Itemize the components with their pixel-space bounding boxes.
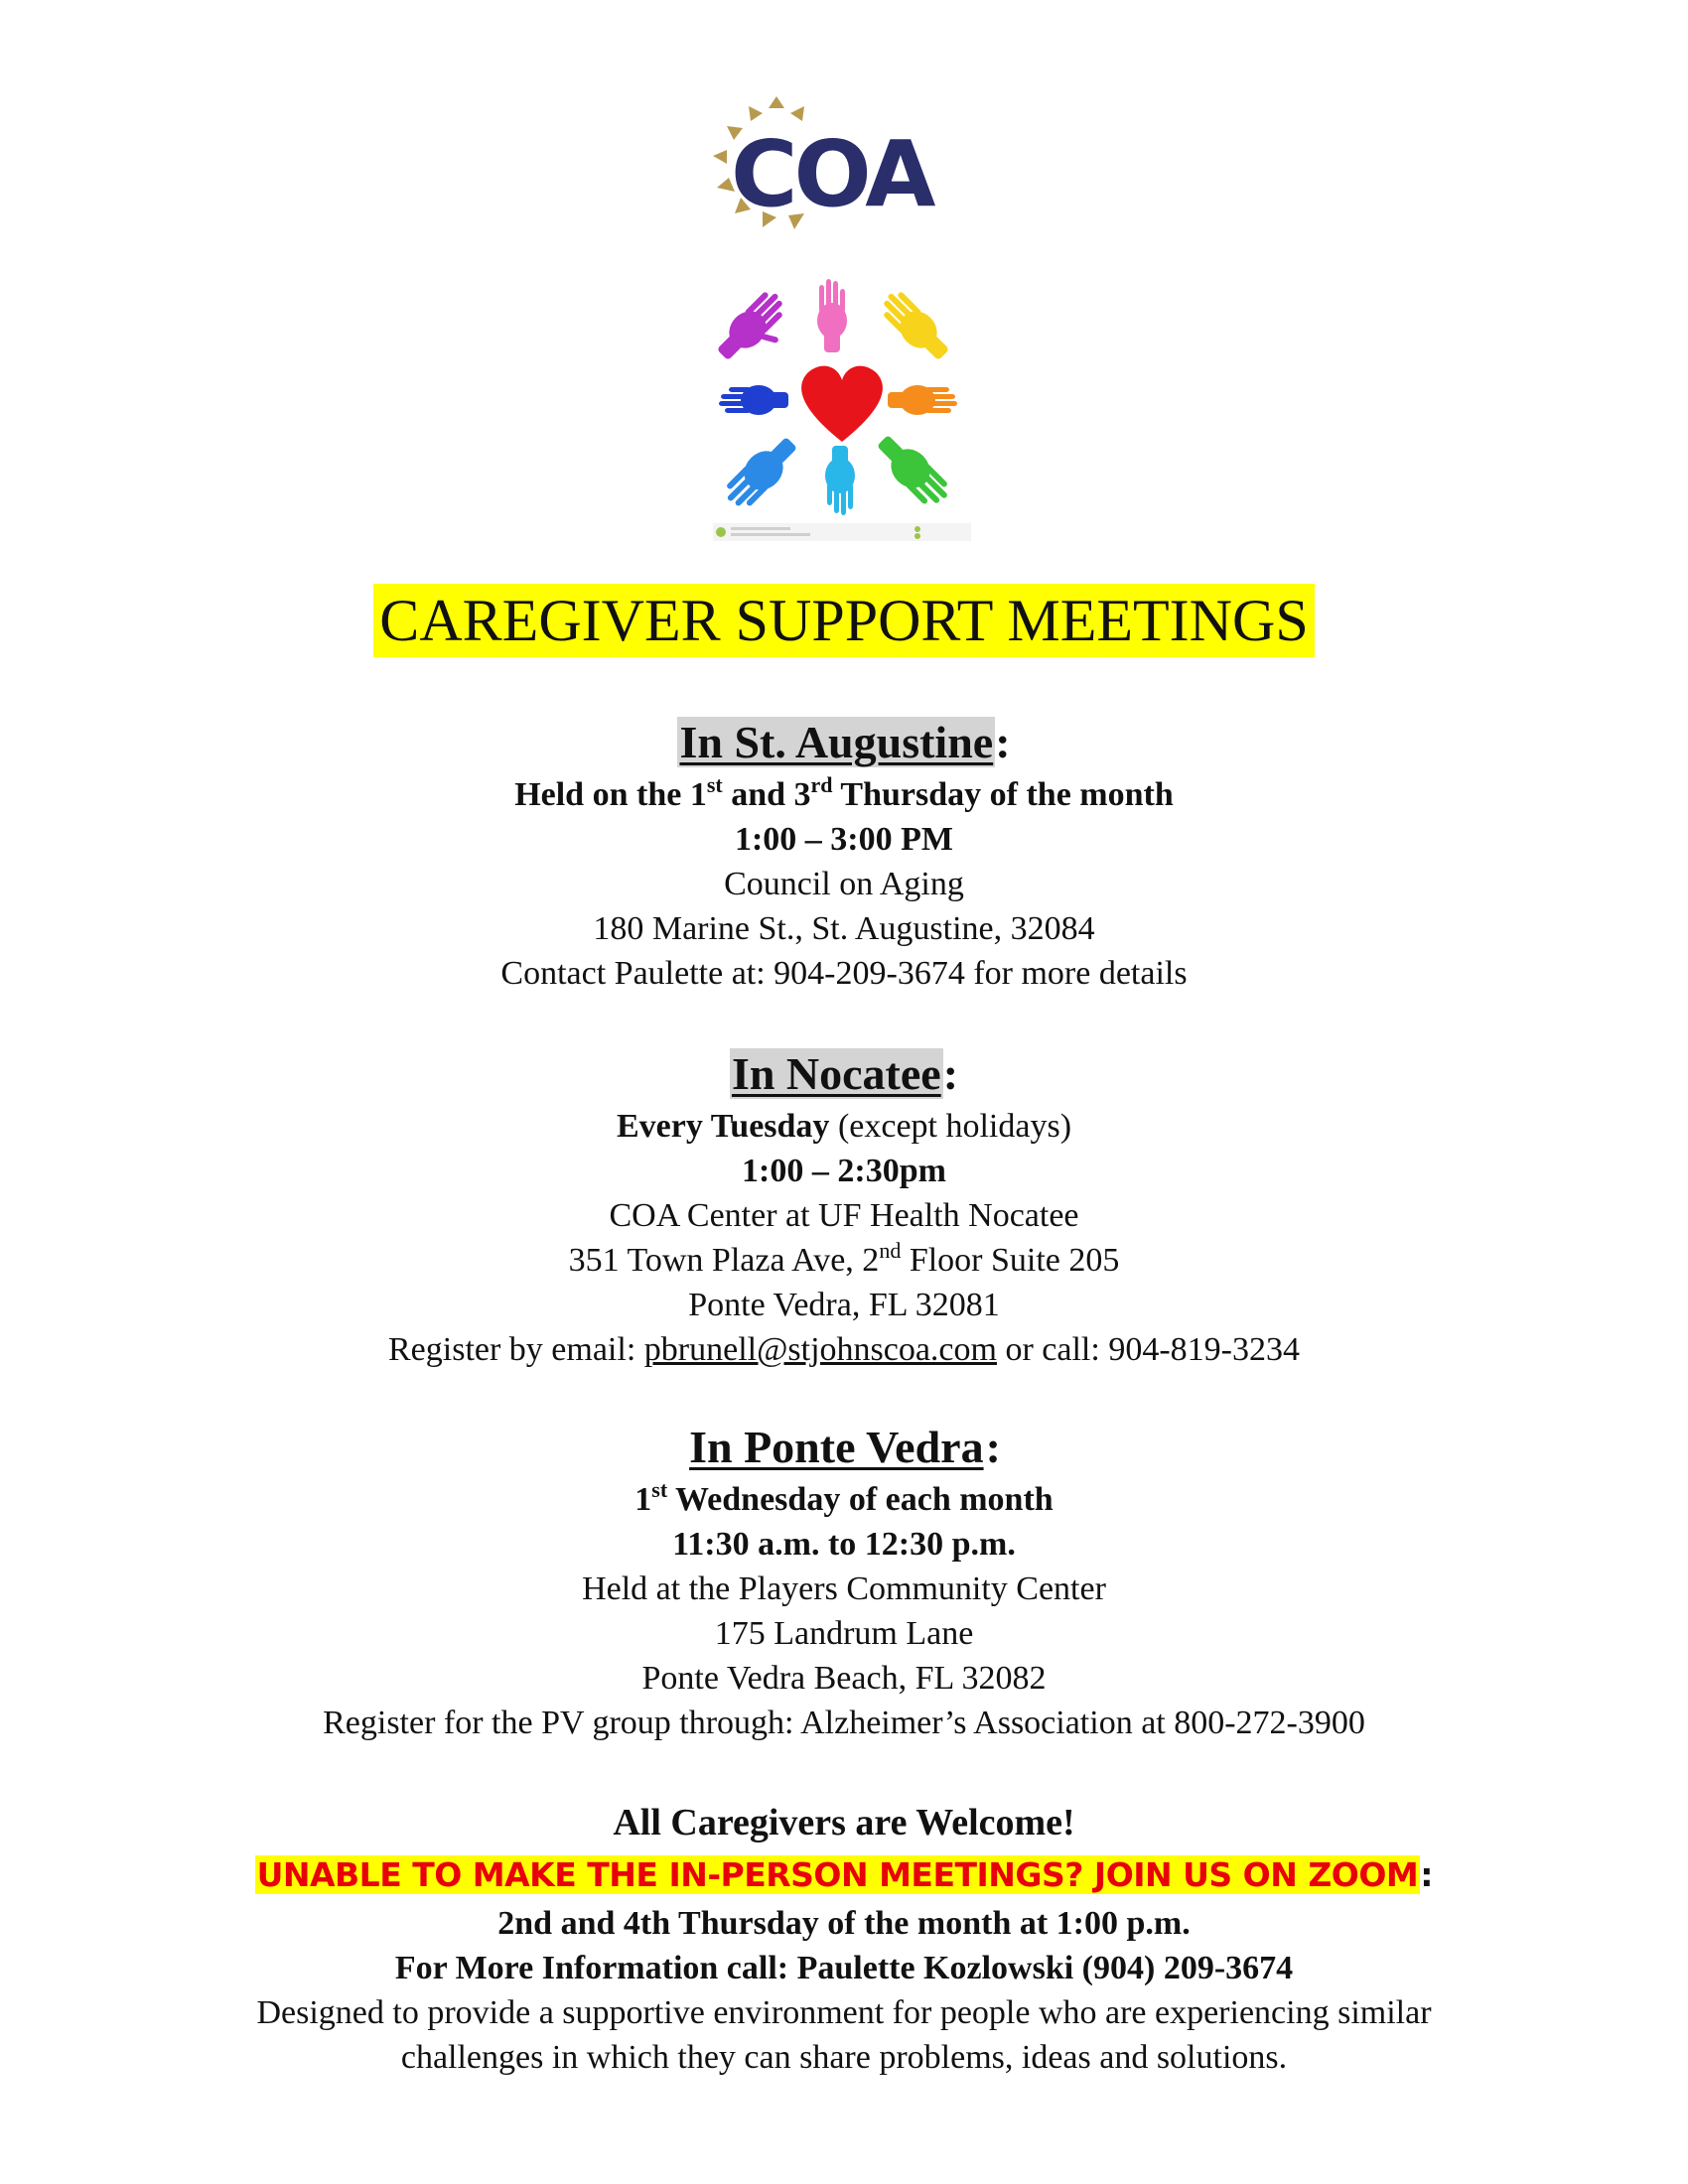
page-title: CAREGIVER SUPPORT MEETINGS bbox=[373, 584, 1314, 657]
ponte-vedra-heading: In Ponte Vedra: bbox=[689, 1422, 1001, 1472]
st-augustine-schedule: Held on the 1st and 3rd Thursday of the month bbox=[514, 772, 1174, 813]
nocatee-schedule: Every Tuesday (except holidays) bbox=[616, 1108, 1072, 1145]
ponte-vedra-schedule: 1st Wednesday of each month bbox=[634, 1477, 1054, 1518]
svg-text:COA: COA bbox=[731, 121, 932, 227]
zoom-banner: UNABLE TO MAKE THE IN-PERSON MEETINGS? JOIN US ON ZOOM bbox=[256, 1855, 1419, 1894]
ponte-vedra-city: Ponte Vedra Beach, FL 32082 bbox=[641, 1660, 1047, 1697]
nocatee-city: Ponte Vedra, FL 32081 bbox=[688, 1287, 1000, 1323]
welcome-text: All Caregivers are Welcome! bbox=[613, 1802, 1075, 1843]
section-ponte-vedra bbox=[0, 1418, 1688, 1745]
ponte-vedra-venue: Held at the Players Community Center bbox=[582, 1570, 1106, 1607]
section-nocatee bbox=[0, 1044, 1688, 1372]
section-st-augustine bbox=[0, 713, 1688, 996]
hands-heart-icon bbox=[713, 273, 971, 541]
zoom-banner-row: UNABLE TO MAKE THE IN-PERSON MEETINGS? JOIN US ON ZOOM: bbox=[256, 1855, 1434, 1894]
info-contact: For More Information call: Paulette Kozlowski (904) 209-3674 bbox=[394, 1950, 1294, 1986]
nocatee-email-link[interactable]: pbrunell@stjohnscoa.com bbox=[643, 1331, 997, 1368]
hands-heart-graphic bbox=[713, 273, 971, 541]
coa-logo bbox=[0, 94, 1688, 233]
title-row bbox=[0, 584, 1688, 657]
nocatee-register: Register by email: pbrunell@stjohnscoa.com or call: 904-819-3234 bbox=[388, 1331, 1300, 1368]
st-augustine-address: 180 Marine St., St. Augustine, 32084 bbox=[593, 910, 1095, 947]
nocatee-time: 1:00 – 2:30pm bbox=[742, 1153, 946, 1189]
section-footer bbox=[0, 1797, 1688, 2080]
description-line-1: Designed to provide a supportive environment for people who are experiencing similar bbox=[256, 1994, 1432, 2031]
zoom-schedule: 2nd and 4th Thursday of the month at 1:00 p.m. bbox=[497, 1905, 1191, 1942]
nocatee-heading: In Nocatee: bbox=[731, 1048, 959, 1099]
ponte-vedra-time: 11:30 a.m. to 12:30 p.m. bbox=[672, 1526, 1016, 1563]
st-augustine-time: 1:00 – 3:00 PM bbox=[734, 821, 953, 858]
nocatee-venue: COA Center at UF Health Nocatee bbox=[609, 1197, 1079, 1234]
st-augustine-venue: Council on Aging bbox=[724, 866, 964, 902]
ponte-vedra-register: Register for the PV group through: Alzheimer’s Association at 800-272-3900 bbox=[323, 1705, 1365, 1741]
coa-logo-icon bbox=[707, 94, 985, 233]
st-augustine-heading: In St. Augustine: bbox=[679, 717, 1011, 767]
ponte-vedra-address: 175 Landrum Lane bbox=[714, 1615, 974, 1652]
nocatee-address: 351 Town Plaza Ave, 2nd Floor Suite 205 bbox=[568, 1238, 1120, 1279]
description-line-2: challenges in which they can share problems, ideas and solutions. bbox=[400, 2039, 1288, 2076]
st-augustine-contact: Contact Paulette at: 904-209-3674 for more details bbox=[500, 955, 1188, 992]
